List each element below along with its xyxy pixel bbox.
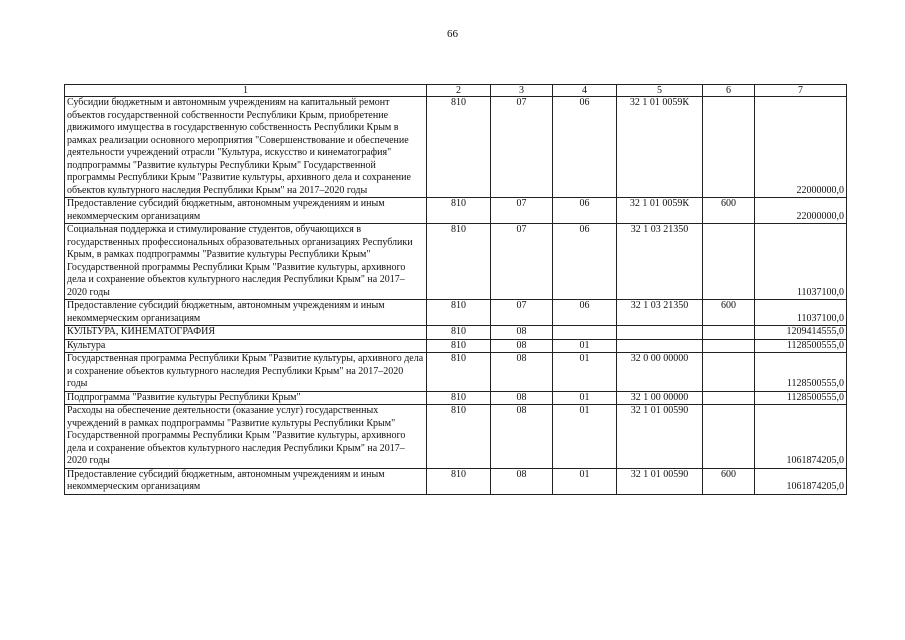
row-section-code: 08: [491, 391, 553, 405]
row-section-code: 08: [491, 326, 553, 340]
table-row: [65, 468, 847, 494]
row-expense-type: 600: [703, 300, 755, 326]
row-amount: 1061874205,0: [755, 405, 847, 469]
row-ministry-code: 810: [427, 405, 491, 469]
row-ministry-code: 810: [427, 468, 491, 494]
row-subsection-code: 01: [553, 468, 617, 494]
row-subsection-code: 06: [553, 300, 617, 326]
column-header: 3: [491, 85, 553, 97]
row-target-article: 32 1 01 00590: [617, 405, 703, 469]
row-target-article: 32 1 01 0059К: [617, 198, 703, 224]
table-row: [65, 326, 847, 340]
row-expense-type: 600: [703, 198, 755, 224]
row-target-article: 32 1 01 0059К: [617, 97, 703, 198]
row-amount: 22000000,0: [755, 198, 847, 224]
row-target-article: [617, 339, 703, 353]
column-header: 5: [617, 85, 703, 97]
row-subsection-code: 06: [553, 224, 617, 300]
row-description: Социальная поддержка и стимулирование студентов, обучающихся в государственных профессиональных образовательных организациях Республики Крым, в рамках подпрограммы "Развитие культуры Республики Крым" Государственной программы Республики Крым "Развитие культуры, архивного дела и сохранение объектов культурного наследия Республики Крым" на 2017–2020 годы: [65, 224, 427, 300]
column-header: 2: [427, 85, 491, 97]
row-description: КУЛЬТУРА, КИНЕМАТОГРАФИЯ: [65, 326, 427, 340]
column-header: 4: [553, 85, 617, 97]
column-header: 7: [755, 85, 847, 97]
row-subsection-code: 01: [553, 339, 617, 353]
row-section-code: 08: [491, 468, 553, 494]
table-row: [65, 339, 847, 353]
row-expense-type: [703, 391, 755, 405]
budget-table: [64, 84, 847, 495]
page-number: 66: [447, 28, 458, 40]
row-target-article: 32 1 03 21350: [617, 224, 703, 300]
row-subsection-code: 01: [553, 405, 617, 469]
row-ministry-code: 810: [427, 353, 491, 392]
table-row: [65, 353, 847, 392]
row-description: Предоставление субсидий бюджетным, автономным учреждениям и иным некоммерческим организациям: [65, 300, 427, 326]
row-expense-type: [703, 224, 755, 300]
row-amount: 1128500555,0: [755, 353, 847, 392]
row-expense-type: [703, 339, 755, 353]
row-ministry-code: 810: [427, 198, 491, 224]
row-subsection-code: 06: [553, 97, 617, 198]
row-ministry-code: 810: [427, 339, 491, 353]
row-expense-type: [703, 353, 755, 392]
table-row: [65, 300, 847, 326]
row-description: Субсидии бюджетным и автономным учреждениям на капитальный ремонт объектов государственной собственности Республики Крым, приобретение движимого имущества в государственную собственность Республики Крым в рамках реализации основного мероприятия "Совершенствование и обеспечение деятельности учреждений отрасли "Культура, искусство и кинематография" подпрограммы "Развитие культуры Республики Крым" Государственной программы Республики Крым "Развитие культуры, архивного дела и сохранение объектов культурного наследия Республики Крым" на 2017–2020 годы: [65, 97, 427, 198]
row-subsection-code: 01: [553, 353, 617, 392]
row-ministry-code: 810: [427, 224, 491, 300]
row-amount: 1128500555,0: [755, 391, 847, 405]
row-amount: 1209414555,0: [755, 326, 847, 340]
row-ministry-code: 810: [427, 300, 491, 326]
row-target-article: 32 1 00 00000: [617, 391, 703, 405]
row-target-article: 32 1 03 21350: [617, 300, 703, 326]
table-row: [65, 97, 847, 198]
row-ministry-code: 810: [427, 97, 491, 198]
table-body: [65, 97, 847, 495]
row-subsection-code: [553, 326, 617, 340]
row-description: Подпрограмма "Развитие культуры Республики Крым": [65, 391, 427, 405]
row-section-code: 08: [491, 405, 553, 469]
row-target-article: 32 0 00 00000: [617, 353, 703, 392]
row-description: Государственная программа Республики Крым "Развитие культуры, архивного дела и сохранение объектов культурного наследия Республики Крым" на 2017–2020 годы: [65, 353, 427, 392]
row-subsection-code: 01: [553, 391, 617, 405]
row-expense-type: [703, 97, 755, 198]
table-row: [65, 391, 847, 405]
row-section-code: 08: [491, 353, 553, 392]
row-expense-type: 600: [703, 468, 755, 494]
row-description: Предоставление субсидий бюджетным, автономным учреждениям и иным некоммерческим организациям: [65, 198, 427, 224]
row-amount: 1061874205,0: [755, 468, 847, 494]
row-amount: 1128500555,0: [755, 339, 847, 353]
header-row: [65, 85, 847, 97]
row-section-code: 07: [491, 224, 553, 300]
row-description: Культура: [65, 339, 427, 353]
row-expense-type: [703, 405, 755, 469]
row-section-code: 07: [491, 198, 553, 224]
row-amount: 11037100,0: [755, 300, 847, 326]
row-ministry-code: 810: [427, 391, 491, 405]
row-amount: 11037100,0: [755, 224, 847, 300]
row-section-code: 07: [491, 97, 553, 198]
row-description: Предоставление субсидий бюджетным, автономным учреждениям и иным некоммерческим организациям: [65, 468, 427, 494]
row-section-code: 08: [491, 339, 553, 353]
row-target-article: 32 1 01 00590: [617, 468, 703, 494]
row-amount: 22000000,0: [755, 97, 847, 198]
row-subsection-code: 06: [553, 198, 617, 224]
column-header: 6: [703, 85, 755, 97]
table-row: [65, 405, 847, 469]
row-expense-type: [703, 326, 755, 340]
table-row: [65, 224, 847, 300]
column-header: 1: [65, 85, 427, 97]
table-row: [65, 198, 847, 224]
row-ministry-code: 810: [427, 326, 491, 340]
row-section-code: 07: [491, 300, 553, 326]
row-target-article: [617, 326, 703, 340]
row-description: Расходы на обеспечение деятельности (оказание услуг) государственных учреждений в рамках подпрограммы "Развитие культуры Республики Крым" Государственной программы Республики Крым "Развитие культуры, архивного дела и сохранение объектов культурного наследия Республики Крым" на 2017–2020 годы: [65, 405, 427, 469]
